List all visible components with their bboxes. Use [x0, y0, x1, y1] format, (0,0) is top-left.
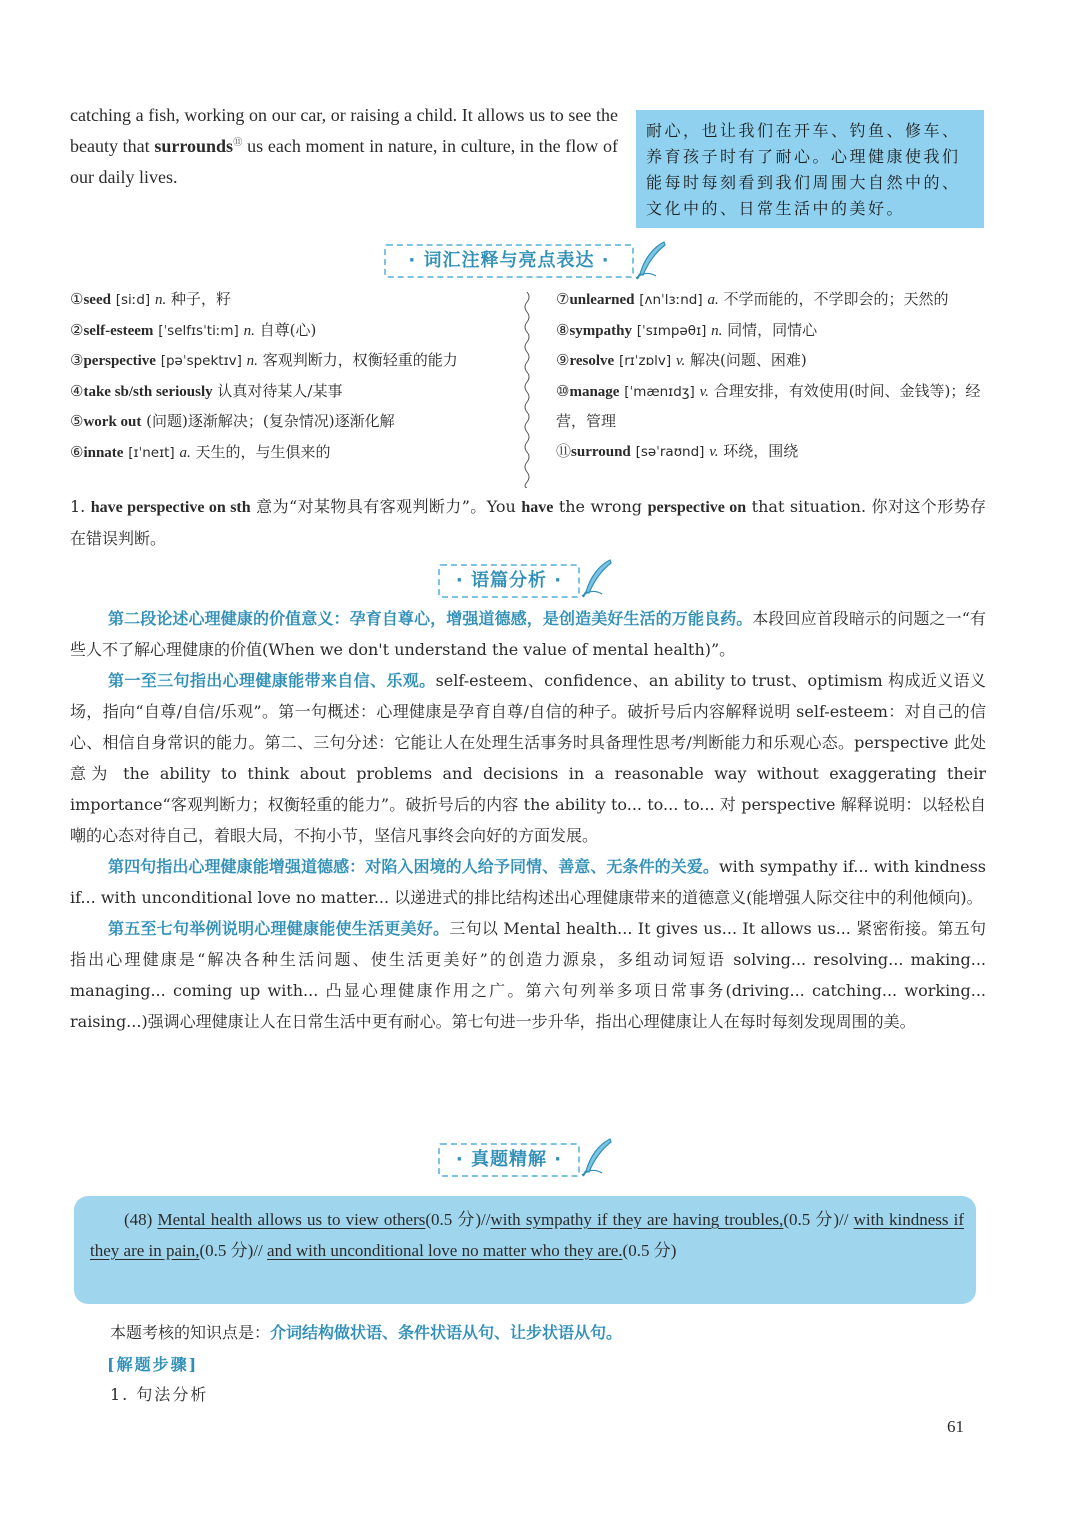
wavy-divider — [522, 292, 532, 488]
section-title-answer: · 真题精解 · — [438, 1143, 580, 1177]
vocab-item: ②self-esteem [ˈselfɪsˈtiːm] n. 自尊(心) — [70, 320, 317, 339]
vocab-item: ⑧sympathy [ˈsɪmpəθɪ] n. 同情，同情心 — [556, 320, 818, 339]
footnote-mark: ⑪ — [233, 137, 243, 147]
analysis-paragraph: 第二段论述心理健康的价值意义：孕育自尊心，增强道德感，是创造美好生活的万能良药。本段回应首段暗示的问题之一“有些人不了解心理健康的价值(When we don't understand the value of mental health)”。 — [70, 609, 986, 659]
vocab-item: ⑩manage [ˈmænɪdʒ] v. 合理安排，有效使用(时间、金钱等)；经营，管理 — [556, 381, 981, 430]
quill-icon — [634, 240, 668, 280]
vocab-item: ⑨resolve [rɪˈzɒlv] v. 解决(问题、困难) — [556, 351, 807, 369]
intro-text-after: us each moment in nature, in culture, in the flow of our daily lives. — [70, 136, 618, 187]
translation-box: 耐心，也让我们在开车、钓鱼、修车、养育孩子时有了耐心。心理健康使我们能每时每刻看到我们周围大自然中的、文化中的、日常生活中的美好。 — [636, 110, 984, 228]
analysis-paragraph: 第四句指出心理健康能增强道德感：对陷入困境的人给予同情、善意、无条件的关爱。with sympathy if... with kindness if... with unconditional love no matter... 以递进式的排比结构述出心理健康带来的道德意义(能增强人际交往中的利他倾向)。 — [70, 857, 986, 907]
vocab-item: ⑤work out (问题)逐渐解决；(复杂情况)逐渐化解 — [70, 412, 395, 430]
model-answer: (48) Mental health allows us to view others(0.5 分)//with sympathy if they are having troubles,(0.5 分)// with kindness if they are in pain,(0.5 分)// and with unconditional love no matter who they are.(0.5 分) — [90, 1210, 965, 1260]
vocab-item: ⑥innate [ɪˈneɪt] a. 天生的，与生俱来的 — [70, 442, 331, 461]
step-heading: 1. 句法分析 — [110, 1385, 209, 1404]
vocab-list-right — [556, 285, 986, 467]
quill-icon — [580, 558, 614, 598]
vocab-item: ④take sb/sth seriously 认真对待某人/某事 — [70, 381, 343, 400]
quill-icon — [580, 1137, 614, 1177]
page-number: 61 — [947, 1417, 964, 1436]
intro-bold-word: surrounds — [154, 136, 234, 156]
intro-text-before: catching a fish, working on our car, or raising a child. It allows us to see the beauty that — [70, 105, 618, 156]
discourse-analysis — [70, 603, 986, 1037]
vocab-item: ⑪surround [səˈraʊnd] v. 环绕，围绕 — [556, 441, 799, 460]
analysis-paragraph: 第一至三句指出心理健康能带来自信、乐观。self-esteem、confidence、an ability to trust、optimism 构成近义语义场，指向“自尊/自信/乐观”。第一句概述：心理健康是孕育自尊/自信的种子。破折号后内容解释说明 self-esteem：对自己的信心、相信自身常识的能力。第二、三句分述：它能让人在处理生活事务时具备理性思考/判断能力和乐观心态。perspective 此处意为 the ability to think about problems and decisions in a reasonable way without exaggerating their importance“客观判断力；权衡轻重的能力”。破折号后的内容 the ability to... to... to... 对 perspective 解释说明：以轻松自嘲的心态对待自己，着眼大局，不拘小节，坚信凡事终会向好的方面发展。 — [70, 671, 986, 845]
vocab-item: ③perspective [pəˈspektɪv] n. 客观判断力，权衡轻重的能力 — [70, 351, 458, 369]
vocab-item: ①seed [siːd] n. 种子，籽 — [70, 290, 231, 308]
knowledge-points: 本题考核的知识点是：介词结构做状语、条件状语从句、让步状语从句。 — [110, 1323, 623, 1342]
usage-note: 1. have perspective on sth 意为“对某物具有客观判断力”。You have the wrong perspective on that situation. 你对这个形势存在错误判断。 — [70, 497, 987, 548]
steps-label: [解题步骤] — [107, 1355, 199, 1374]
section-title-analysis: · 语篇分析 · — [438, 564, 580, 598]
vocab-item: ⑦unlearned [ʌnˈlɜːnd] a. 不学而能的，不学即会的；天然的 — [556, 290, 949, 308]
intro-paragraph — [70, 100, 618, 193]
vocab-list-left — [70, 285, 508, 468]
analysis-paragraph: 第五至七句举例说明心理健康能使生活更美好。三句以 Mental health... It gives us... It allows us... 紧密衔接。第五句指出心理健康是“解决各种生活问题、使生活更美好”的创造力源泉，多组动词短语 solving... resolving... making... managing... coming up with... 凸显心理健康作用之广。第六句列举多项日常事务(driving... catching... working... raising...)强调心理健康让人在日常生活中更有耐心。第七句进一步升华，指出心理健康让人在每时每刻发现周围的美。 — [70, 919, 986, 1031]
section-title-vocab: · 词汇注释与亮点表达 · — [384, 244, 634, 278]
